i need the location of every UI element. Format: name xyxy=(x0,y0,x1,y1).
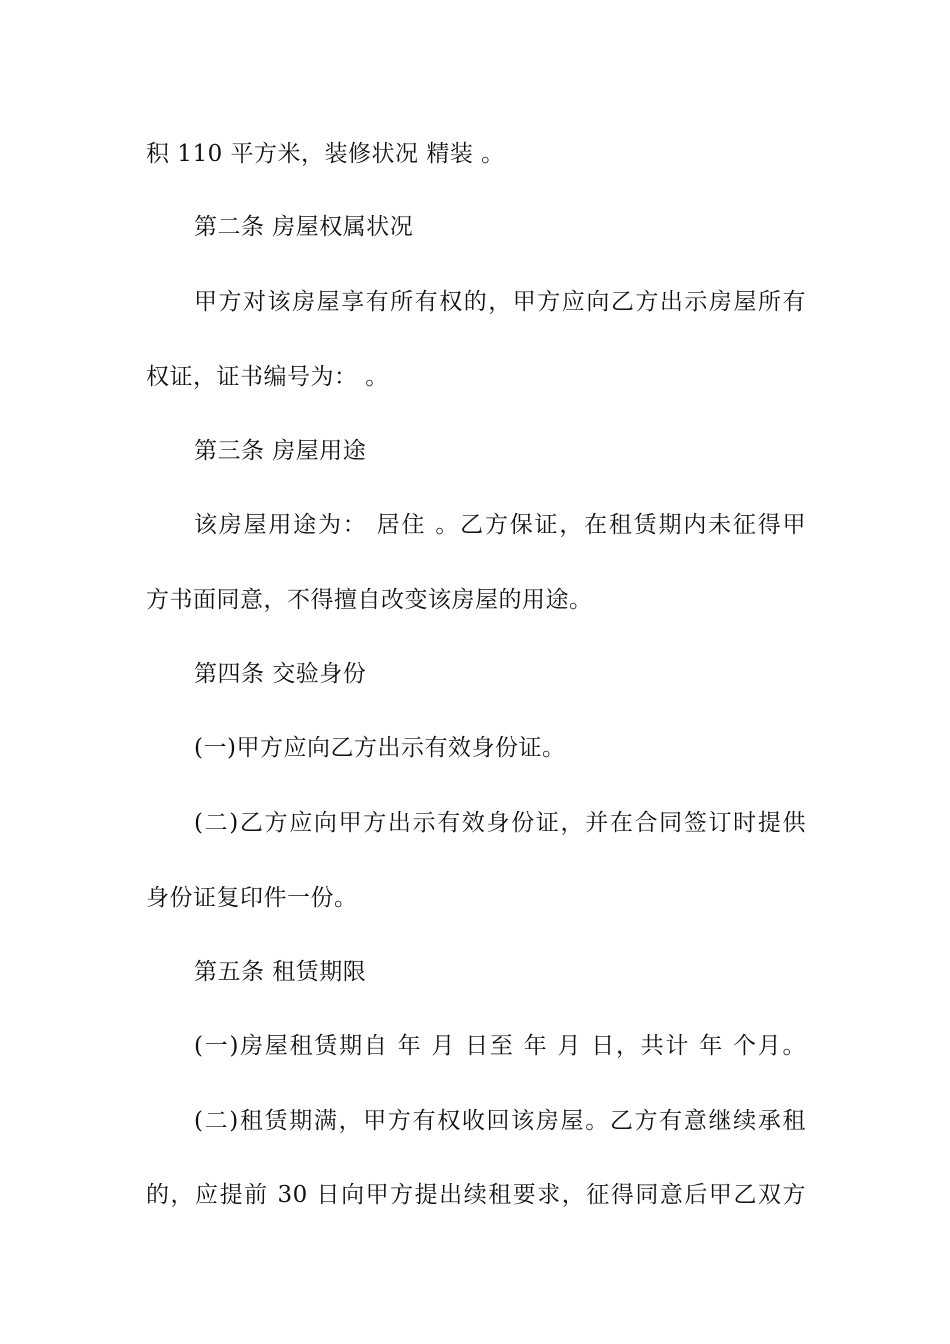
paragraph-line: 甲方对该房屋享有所有权的，甲方应向乙方出示房屋所有 xyxy=(194,289,806,315)
paragraph-line: 身份证复印件一份。 xyxy=(146,885,358,911)
section-heading: 第二条 房屋权属状况 xyxy=(194,214,414,240)
paragraph-line: (二)租赁期满，甲方有权收回该房屋。乙方有意继续承租 xyxy=(194,1108,806,1134)
section-heading: 第三条 房屋用途 xyxy=(194,438,367,464)
paragraph-line: 积 110 平方米，装修状况 精装 。 xyxy=(146,141,505,167)
paragraph-line: 权证，证书编号为： 。 xyxy=(146,364,389,390)
paragraph-line: (一)甲方应向乙方出示有效身份证。 xyxy=(194,735,566,761)
paragraph-line: 的，应提前 30 日向甲方提出续租要求，征得同意后甲乙双方 xyxy=(146,1182,806,1208)
section-heading: 第四条 交验身份 xyxy=(194,661,367,687)
paragraph-line: 该房屋用途为： 居住 。乙方保证，在租赁期内未征得甲 xyxy=(194,512,806,538)
paragraph-line: (二)乙方应向甲方出示有效身份证，并在合同签订时提供 xyxy=(194,810,806,836)
paragraph-line: (一)房屋租赁期自 年 月 日至 年 月 日，共计 年 个月。 xyxy=(194,1033,806,1059)
section-heading: 第五条 租赁期限 xyxy=(194,959,367,985)
paragraph-line: 方书面同意，不得擅自改变该房屋的用途。 xyxy=(146,587,593,613)
